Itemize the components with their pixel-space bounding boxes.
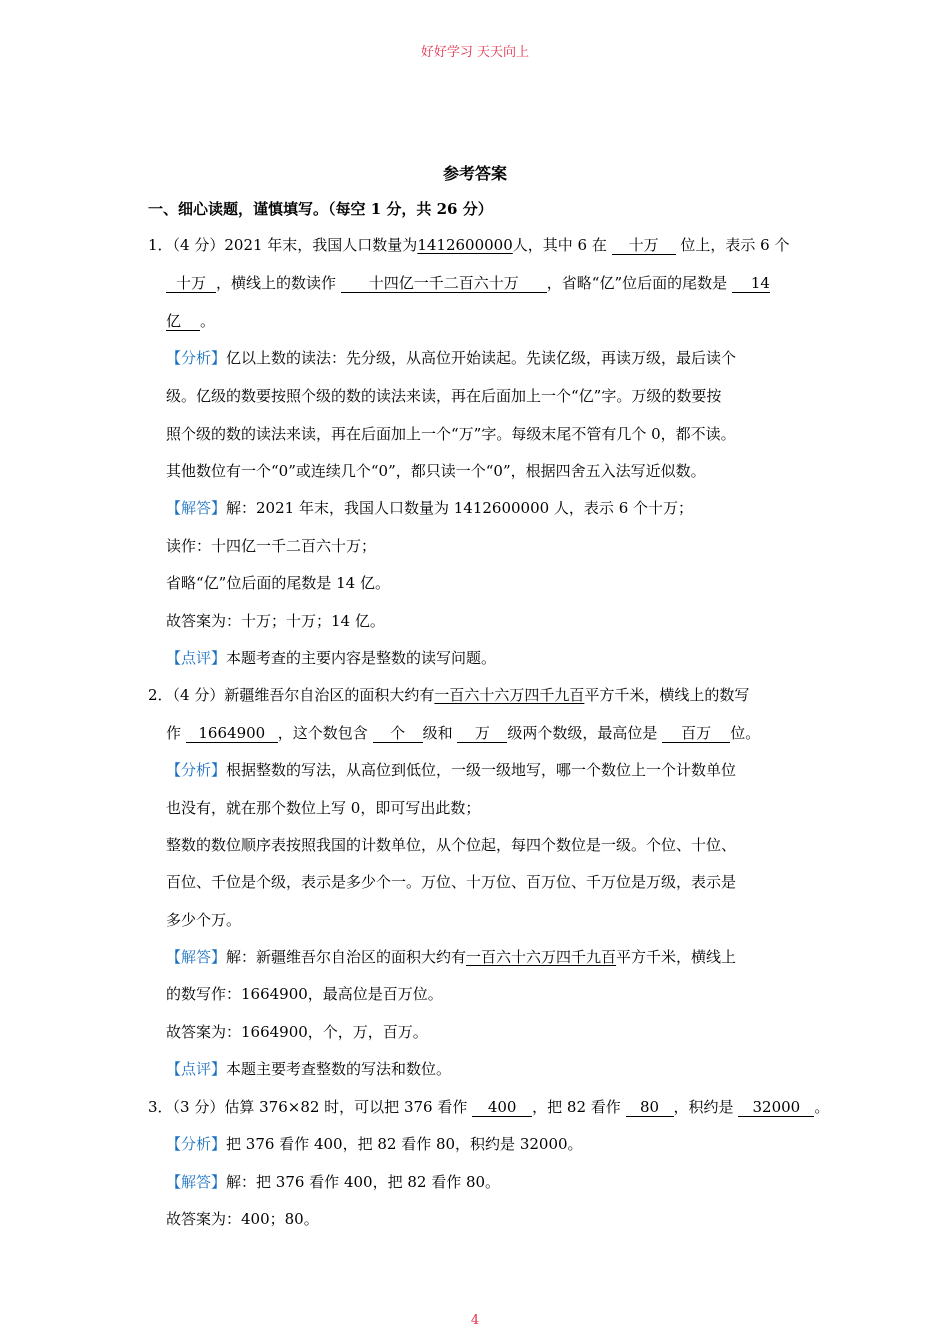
q1-blank-1: 十万: [612, 236, 676, 255]
q2-area-words: 一百六十六万四千九百: [434, 686, 585, 704]
section-heading: 一、细心读题，谨慎填写。（每空 1 分，共 26 分）: [148, 200, 493, 218]
answer-tag: 【解答】: [166, 948, 227, 966]
analysis-tag: 【分析】: [166, 349, 227, 367]
page-header: 好好学习 天天向上: [420, 45, 530, 60]
q2-answer-line-2: 的数写作：1664900，最高位是百万位。: [166, 985, 443, 1003]
q3-line-1: 3．（3 分）估算 376×82 时，可以把 376 看作 400 ，把 82 看作 80 ，积约是 32000 。: [148, 1098, 830, 1116]
q1-answer-line-1: 【解答】解：2021 年末，我国人口数量为 1412600000 人，表示 6 个十万；: [166, 499, 694, 517]
q1-blank-4: 14: [732, 274, 770, 293]
comment-tag: 【点评】: [166, 1060, 227, 1078]
q1-line-1: 1．（4 分）2021 年末，我国人口数量为1412600000人，其中 6 在 十万 位上，表示 6 个: [148, 236, 790, 254]
q2-blank-2: 个: [373, 724, 423, 743]
q1-line-3: 亿 。: [166, 312, 216, 330]
answer-tag: 【解答】: [166, 1173, 227, 1191]
q3-answer-line-2: 故答案为：400；80。: [166, 1210, 319, 1228]
q1-analysis-line-3: 照个级的数的读法来读，再在后面加上一个“万”字。每级末尾不管有几个 0，都不读。: [166, 425, 736, 443]
page-title: 参考答案: [442, 164, 507, 183]
q1-answer-line-2: 读作：十四亿一千二百六十万；: [166, 537, 377, 555]
q2-line-1: 2．（4 分）新疆维吾尔自治区的面积大约有一百六十六万四千九百平方千米，横线上的数写: [148, 686, 750, 704]
q2-line-2: 作 1664900 ，这个数包含 个 级和 万 级两个数级，最高位是 百万 位。: [166, 724, 761, 742]
page-number: 4: [470, 1313, 480, 1328]
q2-answer-area-words: 一百六十六万四千九百: [466, 948, 617, 966]
q2-analysis-line-4: 百位、千位是个级，表示是多少个一。万位、十万位、百万位、千万位是万级，表示是: [166, 873, 737, 891]
comment-tag: 【点评】: [166, 649, 227, 667]
q1-population: 1412600000: [417, 236, 513, 254]
q3-blank-1: 400: [472, 1098, 532, 1117]
q2-blank-4: 百万: [662, 724, 730, 743]
q3-blank-2: 80: [626, 1098, 674, 1117]
q1-blank-4-cont: 亿: [166, 312, 200, 331]
q2-answer-line-1: 【解答】解：新疆维吾尔自治区的面积大约有一百六十六万四千九百平方千米，横线上: [166, 948, 737, 966]
q1-analysis-line-1: 【分析】亿以上数的读法：先分级，从高位开始读起。先读亿级，再读万级，最后读个: [166, 349, 737, 367]
q1-answer-line-4: 故答案为：十万；十万；14 亿。: [166, 612, 385, 630]
q3-answer-line-1: 【解答】解：把 376 看作 400，把 82 看作 80。: [166, 1173, 501, 1191]
q2-comment-line: 【点评】本题主要考查整数的写法和数位。: [166, 1060, 452, 1078]
q2-analysis-line-2: 也没有，就在那个数位上写 0，即可写出此数；: [166, 799, 481, 817]
q2-analysis-line-3: 整数的数位顺序表按照我国的计数单位，从个位起，每四个数位是一级。个位、十位、: [166, 836, 737, 854]
q2-blank-3: 万: [457, 724, 507, 743]
q1-analysis-line-2: 级。亿级的数要按照个级的数的读法来读，再在后面加上一个“亿”字。万级的数要按: [166, 387, 722, 405]
answer-tag: 【解答】: [166, 499, 227, 517]
q3-analysis-line: 【分析】把 376 看作 400，把 82 看作 80，积约是 32000。: [166, 1135, 583, 1153]
q1-blank-3: 十四亿一千二百六十万: [341, 274, 547, 293]
q2-blank-1: 1664900: [186, 724, 278, 743]
analysis-tag: 【分析】: [166, 761, 227, 779]
analysis-tag: 【分析】: [166, 1135, 227, 1153]
q2-analysis-line-1: 【分析】根据整数的写法，从高位到低位，一级一级地写，哪一个数位上一个计数单位: [166, 761, 737, 779]
q1-blank-2: 十万: [166, 274, 216, 293]
q2-analysis-line-5: 多少个万。: [166, 911, 242, 929]
q1-line-2: 十万 ，横线上的数读作 十四亿一千二百六十万 ，省略“亿”位后面的尾数是 14: [166, 272, 770, 294]
q3-blank-3: 32000: [738, 1098, 814, 1117]
q1-analysis-line-4: 其他数位有一个“0”或连续几个“0”，都只读一个“0”，根据四舍五入法写近似数。: [166, 462, 706, 480]
q1-comment-line: 【点评】本题考查的主要内容是整数的读写问题。: [166, 649, 497, 667]
q2-answer-line-3: 故答案为：1664900，个，万，百万。: [166, 1023, 428, 1041]
q1-answer-line-3: 省略“亿”位后面的尾数是 14 亿。: [166, 574, 390, 592]
